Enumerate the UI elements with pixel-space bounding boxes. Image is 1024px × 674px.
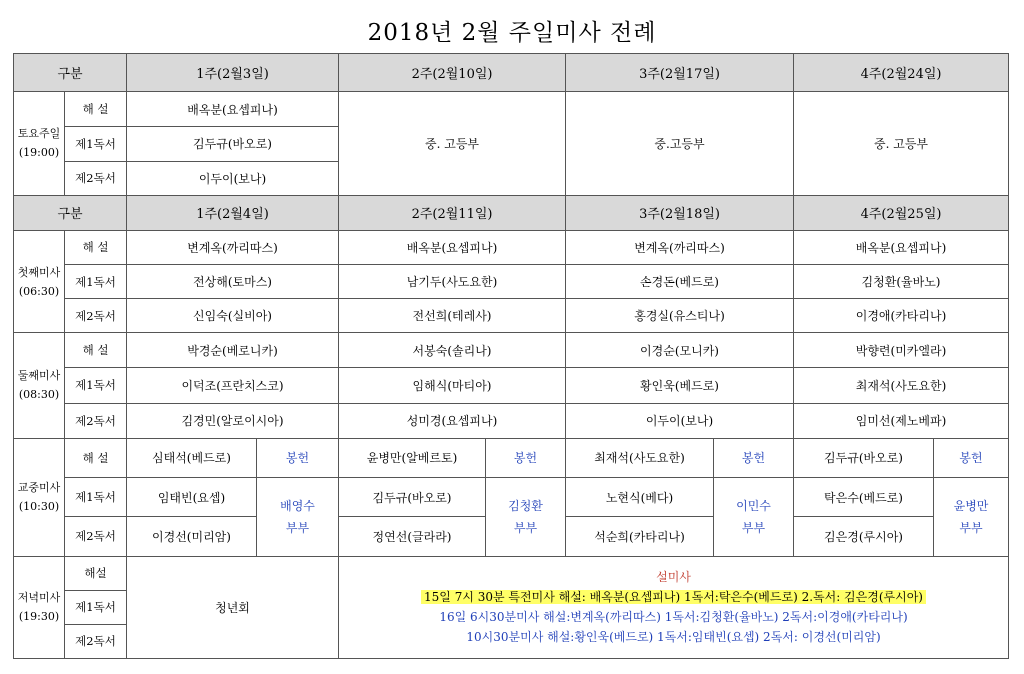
name-cell: 이경선(미리암) bbox=[127, 517, 257, 556]
offertory-couple bbox=[257, 477, 339, 556]
name-cell: 배옥분(요셉피나) bbox=[794, 230, 1009, 264]
offertory-suffix: 부부 bbox=[513, 520, 538, 535]
name-cell: 이경애(카타리나) bbox=[794, 299, 1009, 333]
week-header: 2주(2월11일) bbox=[339, 195, 566, 230]
role-label: 해 설 bbox=[65, 92, 127, 127]
name-cell: 이두이(보나) bbox=[127, 161, 339, 195]
offertory-label: 봉헌 bbox=[934, 438, 1009, 477]
event-title: 설미사 bbox=[656, 570, 691, 585]
section-label-mass4 bbox=[14, 556, 65, 658]
role-label: 해 설 bbox=[65, 230, 127, 264]
offertory-label: 봉헌 bbox=[714, 438, 794, 477]
section-label-mass3 bbox=[14, 438, 65, 556]
name-cell: 김은경(루시아) bbox=[794, 517, 934, 556]
table-row bbox=[14, 556, 1009, 590]
section-name: 토요주일 bbox=[17, 127, 61, 141]
name-cell: 변계옥(까리따스) bbox=[566, 230, 794, 264]
name-cell: 박향련(미카엘라) bbox=[794, 333, 1009, 368]
group-cell: 중. 고등부 bbox=[794, 92, 1009, 195]
name-cell: 임해식(마티아) bbox=[339, 368, 566, 403]
offertory-suffix: 부부 bbox=[959, 520, 983, 535]
name-cell: 황인욱(베드로) bbox=[566, 368, 794, 403]
offertory-couple bbox=[486, 477, 566, 556]
name-cell: 서봉숙(솔리나) bbox=[339, 333, 566, 368]
section-time: (08:30) bbox=[18, 388, 60, 402]
week-header: 1주(2월3일) bbox=[127, 54, 339, 92]
sunday-header-row bbox=[14, 195, 1009, 230]
role-label: 제1독서 bbox=[65, 264, 127, 298]
table-row bbox=[14, 477, 1009, 516]
name-cell: 변계옥(까리따스) bbox=[127, 230, 339, 264]
section-time: (10:30) bbox=[18, 500, 60, 514]
name-cell: 전선희(테레사) bbox=[339, 299, 566, 333]
week-header: 1주(2월4일) bbox=[127, 195, 339, 230]
schedule-table bbox=[13, 53, 1009, 659]
group-cell: 중. 고등부 bbox=[339, 92, 566, 195]
name-cell: 김두규(바오로) bbox=[339, 477, 486, 516]
name-cell: 이두이(보나) bbox=[566, 403, 794, 438]
name-cell: 임미선(제노베파) bbox=[794, 403, 1009, 438]
saturday-header-row bbox=[14, 54, 1009, 92]
table-row bbox=[14, 403, 1009, 438]
role-label: 제1독서 bbox=[65, 477, 127, 516]
week-header: 3주(2월18일) bbox=[566, 195, 794, 230]
section-time: (19:30) bbox=[18, 610, 60, 624]
name-cell: 박경순(베로니카) bbox=[127, 333, 339, 368]
event-text: 15일 7시 30분 특전미사 해설: 배옥분(요셉피나) 1독서:탁은수(베드로) 2.독서: 김은경(루시아) bbox=[421, 590, 926, 604]
name-cell: 전상해(토마스) bbox=[127, 264, 339, 298]
event-line: 10시30분미사 해설:황인욱(베드로) 1독서:임태빈(요셉) 2독서: 이경선(미리암) bbox=[466, 630, 881, 645]
table-row bbox=[14, 92, 1009, 127]
role-label: 제2독서 bbox=[65, 624, 127, 658]
document-title: 2018년 2월 주일미사 전례 bbox=[367, 20, 657, 46]
table-row bbox=[14, 299, 1009, 333]
section-label-mass2 bbox=[14, 333, 65, 438]
table-row bbox=[14, 230, 1009, 264]
section-name: 교중미사 bbox=[17, 481, 61, 495]
role-label: 해 설 bbox=[65, 333, 127, 368]
week-header: 4주(2월25일) bbox=[794, 195, 1009, 230]
event-line bbox=[339, 587, 1008, 607]
offertory-couple bbox=[934, 477, 1009, 556]
role-label: 제2독서 bbox=[65, 161, 127, 195]
name-cell: 손경돈(베드로) bbox=[566, 264, 794, 298]
name-cell: 이경순(모니카) bbox=[566, 333, 794, 368]
offertory-suffix: 부부 bbox=[285, 520, 310, 535]
name-cell: 탁은수(베드로) bbox=[794, 477, 934, 516]
role-label: 제2독서 bbox=[65, 517, 127, 556]
role-label: 해 설 bbox=[65, 438, 127, 477]
offertory-label: 봉헌 bbox=[257, 438, 339, 477]
offertory-couple bbox=[714, 477, 794, 556]
name-cell: 임태빈(요셉) bbox=[127, 477, 257, 516]
section-name: 저녁미사 bbox=[17, 591, 61, 605]
name-cell: 김두규(바오로) bbox=[127, 127, 339, 161]
name-cell: 이덕조(프란치스코) bbox=[127, 368, 339, 403]
week-header: 3주(2월17일) bbox=[566, 54, 794, 92]
role-label: 제1독서 bbox=[65, 368, 127, 403]
offertory-name: 윤병만 bbox=[953, 498, 989, 513]
header-label: 구분 bbox=[14, 195, 127, 230]
table-row bbox=[14, 368, 1009, 403]
name-cell: 윤병만(알베르토) bbox=[339, 438, 486, 477]
offertory-label: 봉헌 bbox=[486, 438, 566, 477]
group-cell: 중.고등부 bbox=[566, 92, 794, 195]
name-cell: 김두규(바오로) bbox=[794, 438, 934, 477]
name-cell: 홍경실(유스티나) bbox=[566, 299, 794, 333]
name-cell: 석순희(카타리나) bbox=[566, 517, 714, 556]
new-year-mass-notice bbox=[339, 556, 1009, 658]
event-line: 16일 6시30분미사 해설:변계옥(까리따스) 1독서:김청환(율바노) 2독서:이경애(카타리나) bbox=[439, 610, 908, 625]
name-cell: 최재석(사도요한) bbox=[794, 368, 1009, 403]
week-header: 2주(2월10일) bbox=[339, 54, 566, 92]
name-cell: 심태석(베드로) bbox=[127, 438, 257, 477]
offertory-suffix: 부부 bbox=[741, 520, 766, 535]
offertory-name: 김청환 bbox=[508, 498, 543, 513]
offertory-name: 배영수 bbox=[280, 498, 315, 513]
section-time: (06:30) bbox=[18, 284, 60, 298]
name-cell: 신임숙(실비아) bbox=[127, 299, 339, 333]
name-cell: 노현식(베다) bbox=[566, 477, 714, 516]
table-row bbox=[14, 333, 1009, 368]
role-label: 해설 bbox=[65, 556, 127, 590]
role-label: 제2독서 bbox=[65, 299, 127, 333]
name-cell: 김청환(율바노) bbox=[794, 264, 1009, 298]
week-header: 4주(2월24일) bbox=[794, 54, 1009, 92]
name-cell: 배옥분(요셉피나) bbox=[339, 230, 566, 264]
name-cell: 남기두(사도요한) bbox=[339, 264, 566, 298]
role-label: 제1독서 bbox=[65, 590, 127, 624]
section-name: 첫째미사 bbox=[17, 265, 61, 279]
section-name: 둘째미사 bbox=[17, 369, 61, 383]
offertory-name: 이민수 bbox=[736, 498, 771, 513]
section-time: (19:00) bbox=[18, 146, 60, 160]
header-label: 구분 bbox=[14, 54, 127, 92]
role-label: 제1독서 bbox=[65, 127, 127, 161]
youth-group-cell: 청년회 bbox=[127, 556, 339, 658]
name-cell: 정연선(글라라) bbox=[339, 517, 486, 556]
name-cell: 성미경(요셉피나) bbox=[339, 403, 566, 438]
name-cell: 배옥분(요셉피나) bbox=[127, 92, 339, 127]
name-cell: 최재석(사도요한) bbox=[566, 438, 714, 477]
name-cell: 김경민(알로이시아) bbox=[127, 403, 339, 438]
table-row bbox=[14, 264, 1009, 298]
section-label-saturday bbox=[14, 92, 65, 195]
section-label-mass1 bbox=[14, 230, 65, 332]
table-row bbox=[14, 438, 1009, 477]
role-label: 제2독서 bbox=[65, 403, 127, 438]
